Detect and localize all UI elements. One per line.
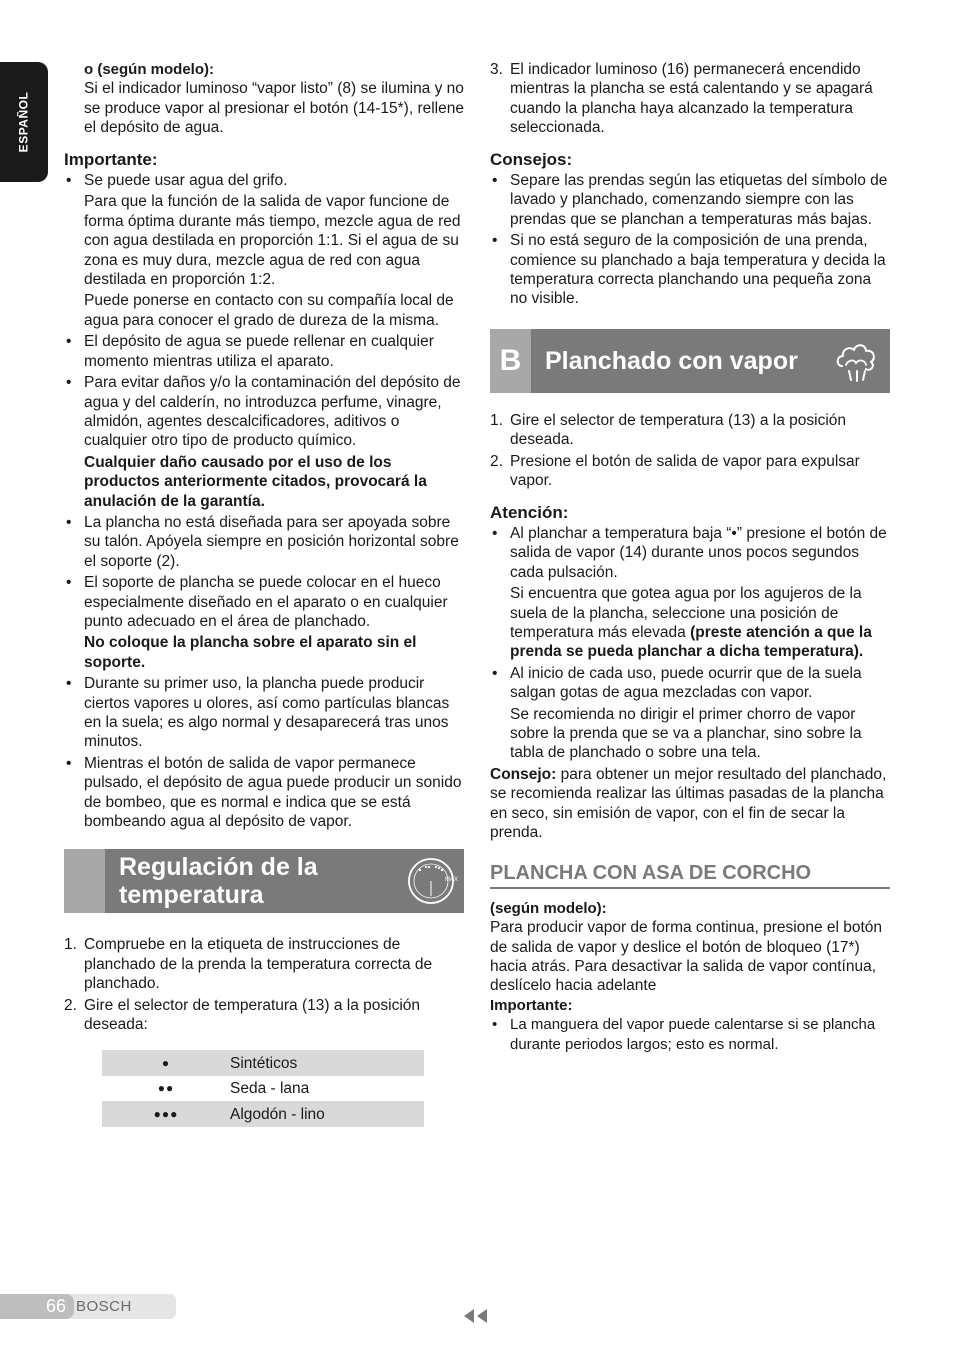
importante-heading: Importante: [64, 149, 158, 169]
temperature-steps [64, 935, 464, 1034]
page-number: 66 [0, 1294, 74, 1319]
steam-icon [832, 336, 882, 386]
list-item-text: • El soporte de plancha se puede colocar en el hueco especialmente diseñado en el aparato o en cualquier punto adecuado en el área de planchado. [84, 574, 448, 630]
importante-list [64, 171, 464, 831]
intro-block [64, 60, 464, 138]
temperature-dots: ●● [157, 1081, 175, 1096]
step-item [64, 935, 464, 993]
list-item [64, 754, 464, 832]
brand-name: BOSCH [76, 1297, 132, 1315]
extra-text: Si encuentra que gotea agua por los agujeros de la suela de la plancha, seleccione una posición de temperatura más elevada [510, 585, 862, 641]
list-item-text: • Si no está seguro de la composición de una prenda, comience su planchado a baja temperatura y decida la temperatura correcta planchando una pequeña zona no visible. [510, 232, 886, 308]
extra-bold: (preste atención a que la prenda se pueda planchar a dicha temperatura). [510, 623, 872, 661]
consejos-heading: Consejos: [490, 149, 573, 169]
list-item-text: • Mientras el botón de salida de vapor permanece pulsado, el depósito de agua puede producir un sonido de bombeo, que es normal e indica que se está bombeando agua al depósito de vapor. [84, 754, 462, 831]
fabric-label: Algodón - lino [230, 1101, 424, 1127]
consejo-text: para obtener un mejor resultado del planchado, se recomienda realizar las últimas pasadas de la plancha en seco, sin emisión de vapor, con el fin de secar la prenda. [490, 765, 887, 841]
list-item [490, 664, 890, 763]
temperature-table [102, 1050, 424, 1127]
temperature-dots: ●●● [102, 1101, 230, 1127]
cork-handle-heading: PLANCHA CON ASA DE CORCHO [490, 864, 890, 888]
temperature-section-header [64, 849, 464, 913]
list-item-extra: Puede ponerse en contacto con su compañía local de agua para conocer el grado de dureza de la misma. [84, 292, 454, 329]
cork-importante-heading: Importante: [490, 996, 573, 1014]
list-item-text: • Durante su primer uso, la plancha puede producir ciertos vapores u olores, así como partículas blancas en la suela; es algo normal y desaparecerá tras unos minutos. [84, 675, 450, 751]
left-column [64, 60, 464, 1127]
table-row [102, 1050, 424, 1076]
cork-text: Para producir vapor de forma continua, presione el botón de salida de vapor y deslice el botón de bloqueo (17*) hacia atrás. Para desactivar la salida de vapor contínua, deslícelo hacia adelante [490, 919, 883, 995]
step-number: 2. [490, 452, 503, 470]
list-item [490, 1015, 890, 1054]
table-row [102, 1076, 424, 1102]
section-title: Planchado con vapor [545, 346, 798, 375]
section-title [119, 849, 318, 913]
cork-list [490, 1015, 890, 1054]
table-row [102, 1101, 424, 1127]
step-number: 1. [64, 936, 77, 954]
step-item [64, 996, 464, 1035]
list-item [490, 524, 890, 662]
fabric-label: Sintéticos [230, 1050, 424, 1076]
list-item [64, 332, 464, 371]
atencion-list [490, 524, 890, 763]
step-item [490, 452, 890, 491]
list-item-text: • La manguera del vapor puede calentarse si se plancha durante periodos largos; esto es normal. [510, 1016, 876, 1053]
list-item [490, 231, 890, 309]
steam-steps [490, 411, 890, 491]
list-item-text: • Al inicio de cada uso, puede ocurrir que de la suela salgan gotas de agua mezcladas con vapor. [510, 664, 862, 702]
list-item-extra [510, 584, 890, 662]
steam-section-header [490, 329, 890, 393]
step-text: Compruebe en la etiqueta de instrucciones de planchado de la prenda la temperatura correcta de planchado. [84, 936, 433, 993]
list-item-text: • Separe las prendas según las etiquetas del símbolo de lavado y planchado, comenzando siempre con las prendas que se planchan a temperaturas más bajas. [510, 172, 888, 228]
step-number: 3. [490, 61, 503, 78]
step-item [490, 60, 890, 138]
section-title-line: temperatura [119, 881, 264, 910]
intro-subheading: o (según modelo): [84, 61, 214, 78]
temperature-dots: ● [102, 1050, 230, 1076]
consejos-list [490, 171, 890, 309]
heating-steps [490, 60, 890, 138]
page-nav-arrows-icon[interactable] [463, 1308, 489, 1324]
step-item [490, 411, 890, 450]
cork-subheading: (según modelo): [490, 899, 607, 917]
step-number: 2. [64, 996, 77, 1014]
svg-text:MAX: MAX [445, 877, 459, 884]
list-item [64, 513, 464, 571]
list-item [64, 171, 464, 330]
language-label: ESPAÑOL [16, 91, 31, 153]
list-item [64, 573, 464, 672]
list-item-text: • La plancha no está diseñada para ser apoyada sobre su talón. Apóyela siempre en posición horizontal sobre el soporte (2). [84, 513, 459, 570]
list-item-text: • Para evitar daños y/o la contaminación del depósito de agua y del calderín, no introduzca perfume, vinagre, almidón, agentes descalcificadores, aditivos o cualquier otro tipo de producto químico. [84, 374, 461, 450]
list-item [64, 373, 464, 511]
step-text: Gire el selector de temperatura (13) a la posición deseada. [510, 411, 846, 449]
consejo-label: Consejo: [490, 765, 557, 783]
stand-warning: No coloque la plancha sobre el aparato sin el soporte. [84, 634, 417, 671]
right-column [490, 60, 890, 1056]
section-marker [64, 849, 105, 913]
atencion-heading: Atención: [490, 502, 569, 522]
list-item [490, 171, 890, 229]
list-item-text: • Al planchar a temperatura baja “•” presione el botón de salida de vapor (14) durante unos pocos segundos cada pulsación. [510, 524, 887, 581]
list-item-extra: Para que la función de la salida de vapor funcione de forma óptima durante más tiempo, mezcle agua de red con agua destilada en proporción 1:1. Si el agua de su zona es muy dura, mezcle agua de red con agua destilada en proporción 1:2. [84, 193, 461, 289]
section-title-line: Regulación de la [119, 853, 318, 882]
intro-text: Si el indicador luminoso “vapor listo” (8) se ilumina y no se produce vapor al presionar el botón (14-15*), rellene el depósito de agua. [84, 80, 464, 137]
fabric-label: Seda - lana [230, 1080, 310, 1098]
consejo-paragraph [490, 765, 890, 843]
language-tab [0, 62, 48, 182]
list-item-text: • Se puede usar agua del grifo. [84, 172, 288, 190]
list-item-text: • El depósito de agua se puede rellenar en cualquier momento mientras utiliza el aparato. [84, 333, 434, 370]
list-item-extra: Se recomienda no dirigir el primer chorro de vapor sobre la prenda que se va a planchar, sino sobre la tabla de planchado o sobre una tela. [510, 705, 862, 762]
warranty-warning: Cualquier daño causado por el uso de los productos anteriormente citados, provocará la anulación de la garantía. [84, 453, 427, 510]
step-number: 1. [490, 411, 503, 429]
temperature-dial-icon [406, 856, 459, 906]
section-letter: B [490, 329, 531, 393]
step-text: Gire el selector de temperatura (13) a la posición deseada: [84, 996, 420, 1034]
step-text: El indicador luminoso (16) permanecerá encendido mientras la plancha se está calentando y se apagará cuando la plancha haya alcanzado la temperatura seleccionada. [510, 61, 873, 137]
list-item [64, 674, 464, 752]
step-text: Presione el botón de salida de vapor para expulsar vapor. [510, 452, 860, 490]
